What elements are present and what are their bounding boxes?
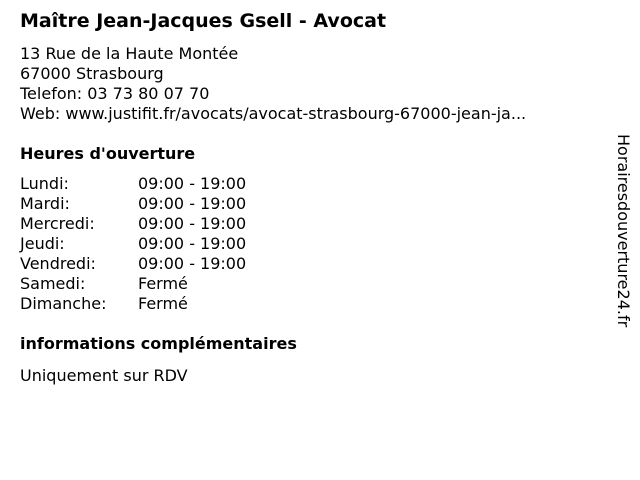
- hours-value: Fermé: [138, 294, 188, 313]
- website-link[interactable]: Web: www.justifit.fr/avocats/avocat-strasbourg-67000-jean-ja...: [20, 104, 527, 123]
- phone-number: Telefon: 03 73 80 07 70: [20, 84, 210, 103]
- hours-value: 09:00 - 19:00: [138, 174, 247, 193]
- day-label: Lundi:: [20, 174, 69, 193]
- day-label: Mercredi:: [20, 214, 95, 233]
- day-label: Samedi:: [20, 274, 86, 293]
- opening-hours-heading: Heures d'ouverture: [20, 144, 196, 163]
- hours-value: 09:00 - 19:00: [138, 254, 247, 273]
- hours-value: 09:00 - 19:00: [138, 194, 247, 213]
- page-title: Maître Jean-Jacques Gsell - Avocat: [20, 10, 387, 32]
- day-label: Jeudi:: [20, 234, 65, 253]
- city-postcode: 67000 Strasbourg: [20, 64, 164, 83]
- hours-value: Fermé: [138, 274, 188, 293]
- hours-value: 09:00 - 19:00: [138, 214, 247, 233]
- day-label: Mardi:: [20, 194, 70, 213]
- additional-info-text: Uniquement sur RDV: [20, 366, 188, 385]
- hours-value: 09:00 - 19:00: [138, 234, 247, 253]
- day-label: Dimanche:: [20, 294, 107, 313]
- day-label: Vendredi:: [20, 254, 96, 273]
- street-address: 13 Rue de la Haute Montée: [20, 44, 239, 63]
- additional-info-heading: informations complémentaires: [20, 334, 297, 353]
- contact-block: [20, 44, 526, 124]
- site-watermark: Horairesdouverture24.fr: [614, 134, 633, 328]
